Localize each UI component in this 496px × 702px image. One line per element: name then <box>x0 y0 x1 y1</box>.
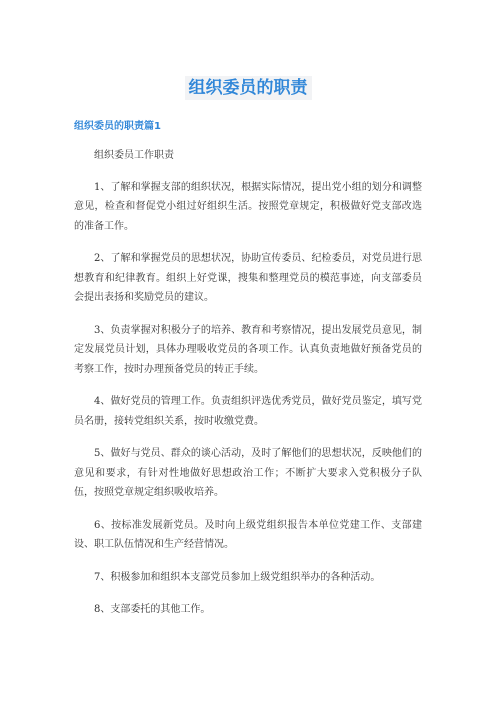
paragraph-1: 1、了解和掌握支部的组织状况，根据实际情况，提出党小组的划分和调整意见，检查和督促党小组过好组织生活。按照党章规定，积极做好党支部改选的准备工作。 <box>74 181 422 232</box>
document-title-wrapper <box>0 76 496 100</box>
section-heading: 组织委员的职责篇1 <box>74 121 161 132</box>
paragraph-3: 3、负责掌握对积极分子的培养、教育和考察情况，提出发展党员意见，制定发展党员计划，具体办理吸收党员的各项工作。认真负责地做好预备党员的考察工作，按时办理预备党员的转正手续。 <box>74 324 422 375</box>
paragraph-6: 6、按标准发展新党员。及时向上级党组织报告本单位党建工作、支部建设、职工队伍情况和生产经营情况。 <box>74 519 422 550</box>
subtitle: 组织委员工作职责 <box>94 150 174 161</box>
document-title: 组织委员的职责 <box>185 76 312 100</box>
document-body <box>74 146 422 633</box>
paragraph-5: 5、做好与党员、群众的谈心活动，及时了解他们的思想状况，反映他们的意见和要求，有针对性地做好思想政治工作；不断扩大要求入党积极分子队伍，按照党章规定组织吸收培养。 <box>74 448 422 498</box>
paragraph-4: 4、做好党员的管理工作。负责组织评选优秀党员，做好党员鉴定，填写党员名册，接转党组织关系，按时收缴党费。 <box>74 396 422 427</box>
paragraph-7: 7、积极参加和组织本支部党员参加上级党组织举办的各种活动。 <box>94 571 381 583</box>
paragraph-8: 8、支部委托的其他工作。 <box>94 604 211 615</box>
paragraph-2: 2、了解和掌握党员的思想状况，协助宣传委员、纪检委员，对党员进行思想教育和纪律教育。组织上好党课，搜集和整理党员的模范事迹，向支部委员会提出表扬和奖励党员的建议。 <box>74 253 422 303</box>
